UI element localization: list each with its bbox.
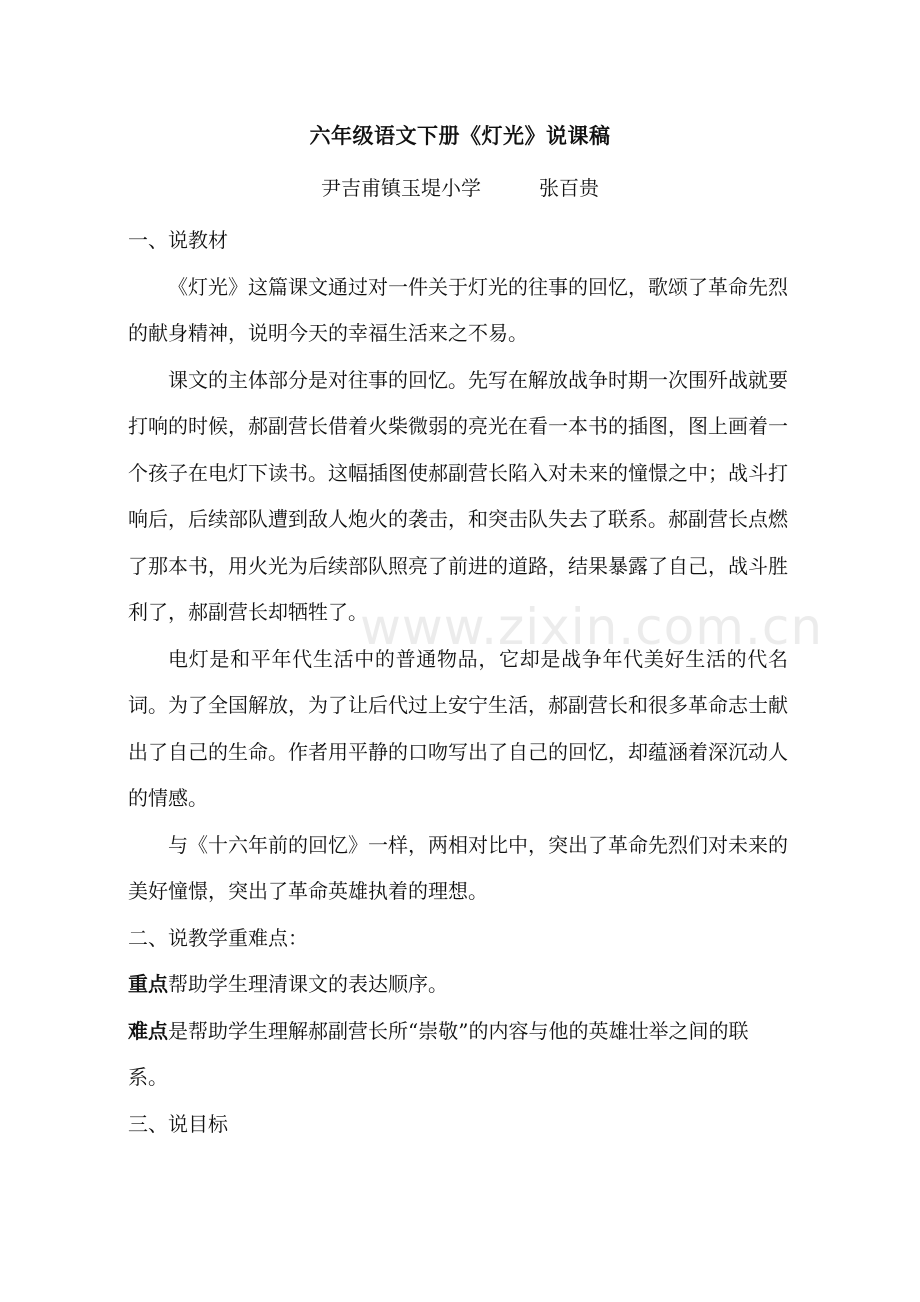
- paragraph: 课文的主体部分是对往事的回忆。先写在解放战争时期一次围歼战就要打响的时候，郝副营长借着火柴微弱的亮光在看一本书的插图，图上画着一个孩子在电灯下读书。这幅插图使郝副营长陷入对未来的憧憬之中；战斗打响后，后续部队遭到敌人炮火的袭击，和突击队失去了联系。郝副营长点燃了那本书，用火光为后续部队照亮了前进的道路，结果暴露了自己，战斗胜利了，郝副营长却牺牲了。: [128, 367, 788, 624]
- key-point-label: 重点: [128, 972, 168, 996]
- paragraph: 《灯光》这篇课文通过对一件关于灯光的往事的回忆，歌颂了革命先烈的献身精神，说明今天的幸福生活来之不易。: [128, 274, 788, 345]
- section-heading-key-points: 二、说教学重难点：: [128, 925, 308, 950]
- document-title: 六年级语文下册《灯光》说课稿: [309, 123, 611, 148]
- difficulty-point: [128, 1008, 788, 1101]
- key-point-text: 帮助学生理清课文的表达顺序。: [168, 972, 448, 996]
- paragraph: 电灯是和平年代生活中的普通物品，它却是战争年代美好生活的代名词。为了全国解放，为了让后代过上安宁生活，郝副营长和很多革命志士献出了自己的生命。作者用平静的口吻写出了自己的回忆，却蕴涵着深沉动人的情感。: [128, 646, 788, 810]
- difficulty-point-label: 难点: [128, 1018, 168, 1043]
- paragraph: 与《十六年前的回忆》一样，两相对比中，突出了革命先烈们对未来的美好憧憬，突出了革命英雄执着的理想。: [128, 832, 788, 903]
- section-heading-textbook: 一、说教材: [128, 228, 228, 252]
- author-line: [0, 172, 920, 201]
- author-name: 张百贵: [539, 176, 599, 200]
- watermark: www.zixin.com.cn: [360, 598, 824, 656]
- section-heading-objectives: 三、说目标: [128, 1111, 228, 1136]
- document-body: [128, 217, 788, 1147]
- author-school: 尹吉甫镇玉堤小学: [321, 176, 481, 200]
- key-point: [128, 961, 788, 1008]
- difficulty-point-text: 是帮助学生理解郝副营长所“崇敬”的内容与他的英雄壮举之间的联系。: [128, 1018, 749, 1089]
